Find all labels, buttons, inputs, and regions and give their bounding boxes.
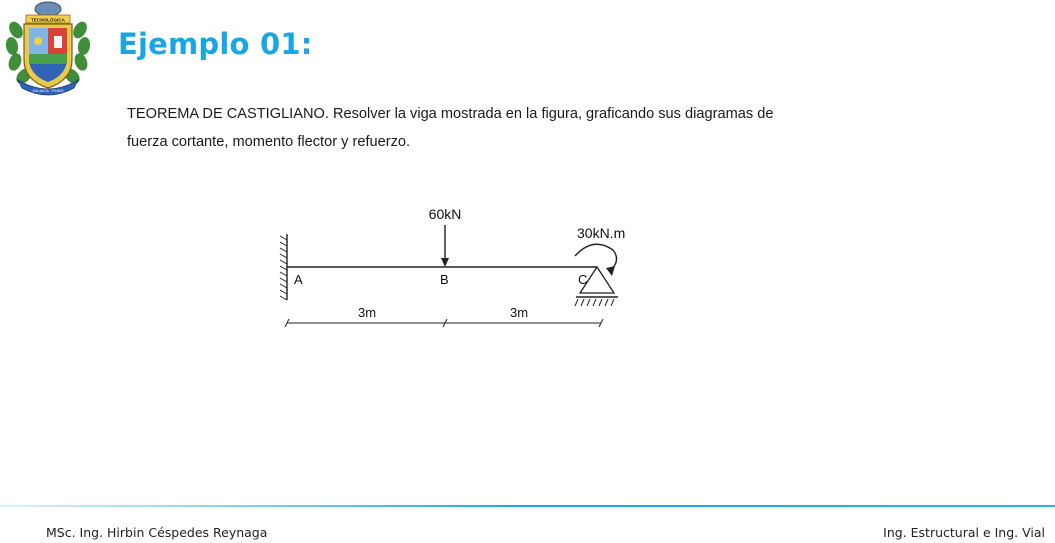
fixed-support-a (280, 234, 287, 300)
node-c-label: C (578, 272, 588, 287)
point-load-arrow (441, 225, 449, 267)
problem-statement (127, 100, 887, 156)
point-load-label: 60kN (428, 206, 462, 222)
footer-divider (0, 505, 1055, 507)
dimension-line (285, 319, 603, 327)
node-a-label: A (294, 272, 303, 287)
moment-label: 30kN.m (577, 225, 626, 241)
beam-diagram (275, 196, 655, 346)
span-bc-label: 3m (510, 305, 529, 320)
university-logo (2, 0, 94, 100)
span-ab-label: 3m (358, 305, 377, 320)
node-b-label: B (440, 272, 449, 287)
logo-motto-text: JULIACA · PUNO (32, 88, 64, 93)
statement-line-2: fuerza cortante, momento flector y refuerzo. (127, 134, 411, 150)
page-title: Ejemplo 01: (118, 27, 313, 61)
footer-author: MSc. Ing. Hirbin Céspedes Reynaga (46, 525, 268, 540)
logo-banner-text: TECNOLÓGICA (31, 17, 65, 23)
statement-line-1: TEOREMA DE CASTIGLIANO. Resolver la viga mostrada en la figura, graficando sus diagramas de (127, 106, 774, 122)
footer-course: Ing. Estructural e Ing. Vial (883, 525, 1045, 540)
